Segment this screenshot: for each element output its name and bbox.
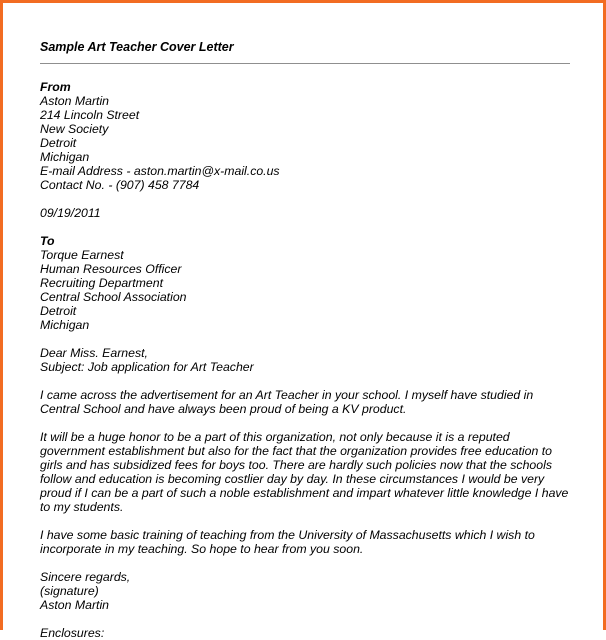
sender-area: New Society xyxy=(40,122,109,136)
recipient-name: Torque Earnest xyxy=(40,248,124,262)
signature-placeholder: (signature) xyxy=(40,584,99,598)
letter-date: 09/19/2011 xyxy=(40,206,101,220)
spacer xyxy=(40,416,572,430)
sender-name: Aston Martin xyxy=(40,94,110,108)
letter-body xyxy=(40,80,572,640)
signer-name: Aston Martin xyxy=(40,598,110,612)
to-label: To xyxy=(40,234,55,248)
recipient-state: Michigan xyxy=(40,318,90,332)
spacer xyxy=(40,220,572,234)
paragraph-2-line: to my students. xyxy=(40,500,124,514)
paragraph-3-line: incorporate in my teaching. So hope to hear from you soon. xyxy=(40,542,364,556)
paragraph-3-line: I have some basic training of teaching from the University of Massachusetts which I wish to xyxy=(40,528,535,542)
sender-city: Detroit xyxy=(40,136,77,150)
recipient-organization: Central School Association xyxy=(40,290,187,304)
recipient-city: Detroit xyxy=(40,304,77,318)
paragraph-2-line: follow and education is becoming costlier day by day. In these circumstances I would be very xyxy=(40,472,545,486)
spacer xyxy=(40,332,572,346)
title-divider xyxy=(40,63,570,64)
closing: Sincere regards, xyxy=(40,570,131,584)
recipient-department: Recruiting Department xyxy=(40,276,164,290)
sender-street: 214 Lincoln Street xyxy=(40,108,140,122)
from-label: From xyxy=(40,80,71,94)
paragraph-1-line: Central School and have always been proud of being a KV product. xyxy=(40,402,407,416)
sender-phone: Contact No. - (907) 458 7784 xyxy=(40,178,200,192)
spacer xyxy=(40,374,572,388)
document-title: Sample Art Teacher Cover Letter xyxy=(40,40,234,54)
paragraph-2-line: government establishment but also for the fact that the organization provides free education to xyxy=(40,444,552,458)
paragraph-1-line: I came across the advertisement for an Art Teacher in your school. I myself have studied in xyxy=(40,388,534,402)
spacer xyxy=(40,192,572,206)
subject-line: Subject: Job application for Art Teacher xyxy=(40,360,254,374)
spacer xyxy=(40,514,572,528)
spacer xyxy=(40,556,572,570)
sender-email: E-mail Address - aston.martin@x-mail.co.us xyxy=(40,164,280,178)
paragraph-2-line: It will be a huge honor to be a part of this organization, not only because it is a reputed xyxy=(40,430,510,444)
recipient-position: Human Resources Officer xyxy=(40,262,182,276)
salutation: Dear Miss. Earnest, xyxy=(40,346,148,360)
enclosures-label: Enclosures: xyxy=(40,626,105,640)
sender-state: Michigan xyxy=(40,150,90,164)
spacer xyxy=(40,612,572,626)
paragraph-2-line: girls and has subsidized fees for boys too. There are hardly such policies now that the schools xyxy=(40,458,552,472)
paragraph-2-line: proud if I can be a part of such a noble establishment and impart whatever little knowledge I have xyxy=(40,486,569,500)
